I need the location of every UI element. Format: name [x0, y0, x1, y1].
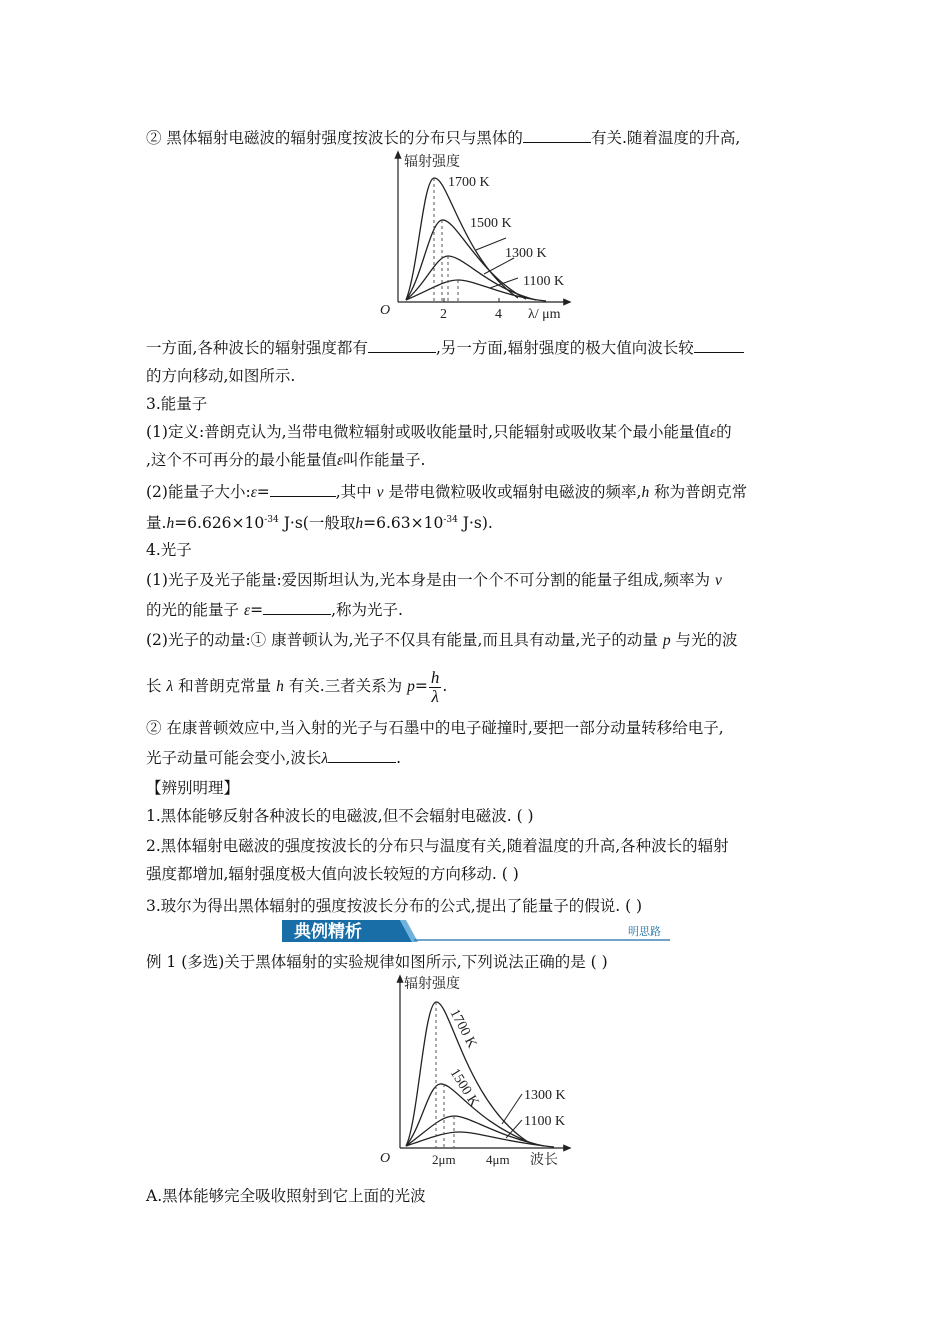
- answer-blank[interactable]: [368, 338, 436, 353]
- text: =6.63×10: [363, 514, 444, 532]
- example-question: 例 1 (多选)关于黑体辐射的实验规律如图所示,下列说法正确的是 ( ): [146, 953, 608, 971]
- symbol: ν: [714, 572, 722, 589]
- text: =: [250, 601, 264, 619]
- text: 和普朗克常量: [178, 677, 272, 695]
- text-line: [146, 482, 747, 503]
- answer-blank[interactable]: [694, 338, 744, 353]
- exponent: -34: [264, 515, 279, 525]
- answer-blank[interactable]: [328, 748, 396, 763]
- text: 的: [716, 423, 732, 441]
- text-line: [146, 422, 732, 443]
- tick-label: 4μm: [486, 1152, 510, 1167]
- curve-label: 1500 K: [470, 216, 512, 231]
- origin-label: O: [380, 303, 391, 318]
- question-item: 强度都增加,辐射强度极大值向波长较短的方向移动. ( ): [146, 865, 519, 883]
- text: (2)能量子大小:: [146, 483, 251, 501]
- text: 的光的能量子: [146, 601, 240, 619]
- text-line: [146, 600, 403, 621]
- text-line: ② 在康普顿效应中,当入射的光子与石墨中的电子碰撞时,要把一部分动量转移给电子,: [146, 719, 724, 737]
- answer-blank[interactable]: [263, 600, 331, 615]
- text-line: [146, 570, 722, 591]
- text-line: [146, 748, 401, 769]
- section-heading: 4.光子: [146, 541, 192, 559]
- text: =6.626×10: [174, 514, 265, 532]
- text: J·s).: [457, 514, 493, 532]
- text: ② 黑体辐射电磁波的辐射强度按波长的分布只与黑体的: [146, 129, 523, 147]
- text: 长: [146, 677, 162, 695]
- text: ,这个不可再分的最小能量值: [146, 451, 337, 469]
- text: 光子动量可能会变小,波长: [146, 749, 322, 767]
- text: 称为普朗克常: [654, 483, 748, 501]
- text: ,其中: [335, 483, 372, 501]
- section-banner: [282, 918, 672, 944]
- banner-tag: 明思路: [628, 925, 661, 938]
- banner-title: 典例精析: [294, 922, 362, 942]
- blackbody-chart-1: [378, 150, 578, 325]
- text: 有关.三者关系为: [288, 677, 403, 695]
- answer-blank[interactable]: [270, 482, 336, 497]
- text-line: [146, 666, 447, 707]
- exponent: -34: [443, 515, 458, 525]
- text: =: [256, 483, 270, 501]
- text: =: [414, 677, 428, 695]
- denominator: λ: [431, 686, 439, 706]
- text: 是带电微粒吸收或辐射电磁波的频率,: [388, 483, 642, 501]
- question-item: 1.黑体能够反射各种波长的电磁波,但不会辐射电磁波. ( ): [146, 807, 534, 825]
- text: ,称为光子.: [331, 601, 403, 619]
- question-item: 3.玻尔为得出黑体辐射的强度按波长分布的公式,提出了能量子的假说. ( ): [146, 897, 643, 915]
- symbol: ε: [336, 452, 344, 469]
- question-item: 2.黑体辐射电磁波的强度按波长的分布只与温度有关,随着温度的升高,各种波长的辐射: [146, 837, 729, 855]
- symbol: h: [166, 515, 175, 532]
- text: .: [442, 677, 448, 695]
- section-heading: 3.能量子: [146, 395, 208, 413]
- text-line: [146, 338, 744, 358]
- symbol: h: [355, 515, 364, 532]
- symbol: h: [641, 484, 650, 501]
- x-axis-label: λ/ μm: [528, 307, 561, 322]
- section-heading: 【辨别明理】: [146, 779, 240, 797]
- symbol: h: [276, 678, 284, 695]
- blackbody-chart-2: [378, 972, 578, 1172]
- fraction: [429, 669, 442, 706]
- text: (2)光子的动量:① 康普顿认为,光子不仅具有能量,而且具有动量,光子的动量: [146, 631, 658, 649]
- curve-label: 1700 K: [448, 175, 490, 190]
- curve-label: 1300 K: [524, 1088, 566, 1103]
- text-line: 的方向移动,如图所示.: [146, 367, 296, 385]
- symbol: λ: [321, 750, 329, 767]
- symbol: ε: [243, 602, 251, 619]
- numerator: h: [430, 667, 440, 687]
- curve-label: 1700 K: [446, 1006, 480, 1051]
- symbol: ν: [376, 484, 384, 501]
- origin-label: O: [380, 1151, 391, 1166]
- text: 叫作能量子.: [343, 451, 426, 469]
- tick-label: 2: [440, 307, 447, 322]
- text-line: [146, 630, 738, 651]
- text: 有关.随着温度的升高,: [590, 129, 741, 147]
- text: 与光的波: [675, 631, 738, 649]
- text: (1)光子及光子能量:爱因斯坦认为,光本身是由一个个不可分割的能量子组成,频率为: [146, 571, 711, 589]
- text: ,另一方面,辐射强度的极大值向波长较: [435, 339, 694, 357]
- curve-label: 1100 K: [523, 274, 565, 289]
- text-line: [146, 510, 493, 534]
- curve-1100k: [406, 1132, 554, 1147]
- symbol: λ: [166, 678, 174, 695]
- y-axis-label: 辐射强度: [404, 977, 460, 992]
- y-axis-label: 辐射强度: [404, 155, 460, 170]
- tick-label: 2μm: [432, 1152, 456, 1167]
- option-a: A.黑体能够完全吸收照射到它上面的光波: [146, 1187, 426, 1205]
- symbol: p: [407, 678, 415, 695]
- x-axis-label: 波长: [530, 1153, 558, 1168]
- curve-label: 1300 K: [505, 246, 547, 261]
- symbol: ε: [250, 484, 257, 501]
- text: 量.: [146, 514, 167, 532]
- text: J·s(一般取: [278, 514, 356, 532]
- curve-label: 1500 K: [446, 1066, 482, 1110]
- curve-label: 1100 K: [524, 1114, 566, 1129]
- text-line: [146, 128, 740, 148]
- text: .: [396, 749, 402, 767]
- text: (1)定义:普朗克认为,当带电微粒辐射或吸收能量时,只能辐射或吸收某个最小能量值: [146, 423, 711, 441]
- answer-blank[interactable]: [523, 128, 591, 143]
- text: 一方面,各种波长的辐射强度都有: [146, 339, 368, 357]
- symbol: ε: [710, 424, 717, 441]
- text-line: [146, 450, 425, 471]
- curve-1300k: [406, 256, 536, 300]
- tick-label: 4: [495, 307, 502, 322]
- symbol: p: [662, 632, 671, 649]
